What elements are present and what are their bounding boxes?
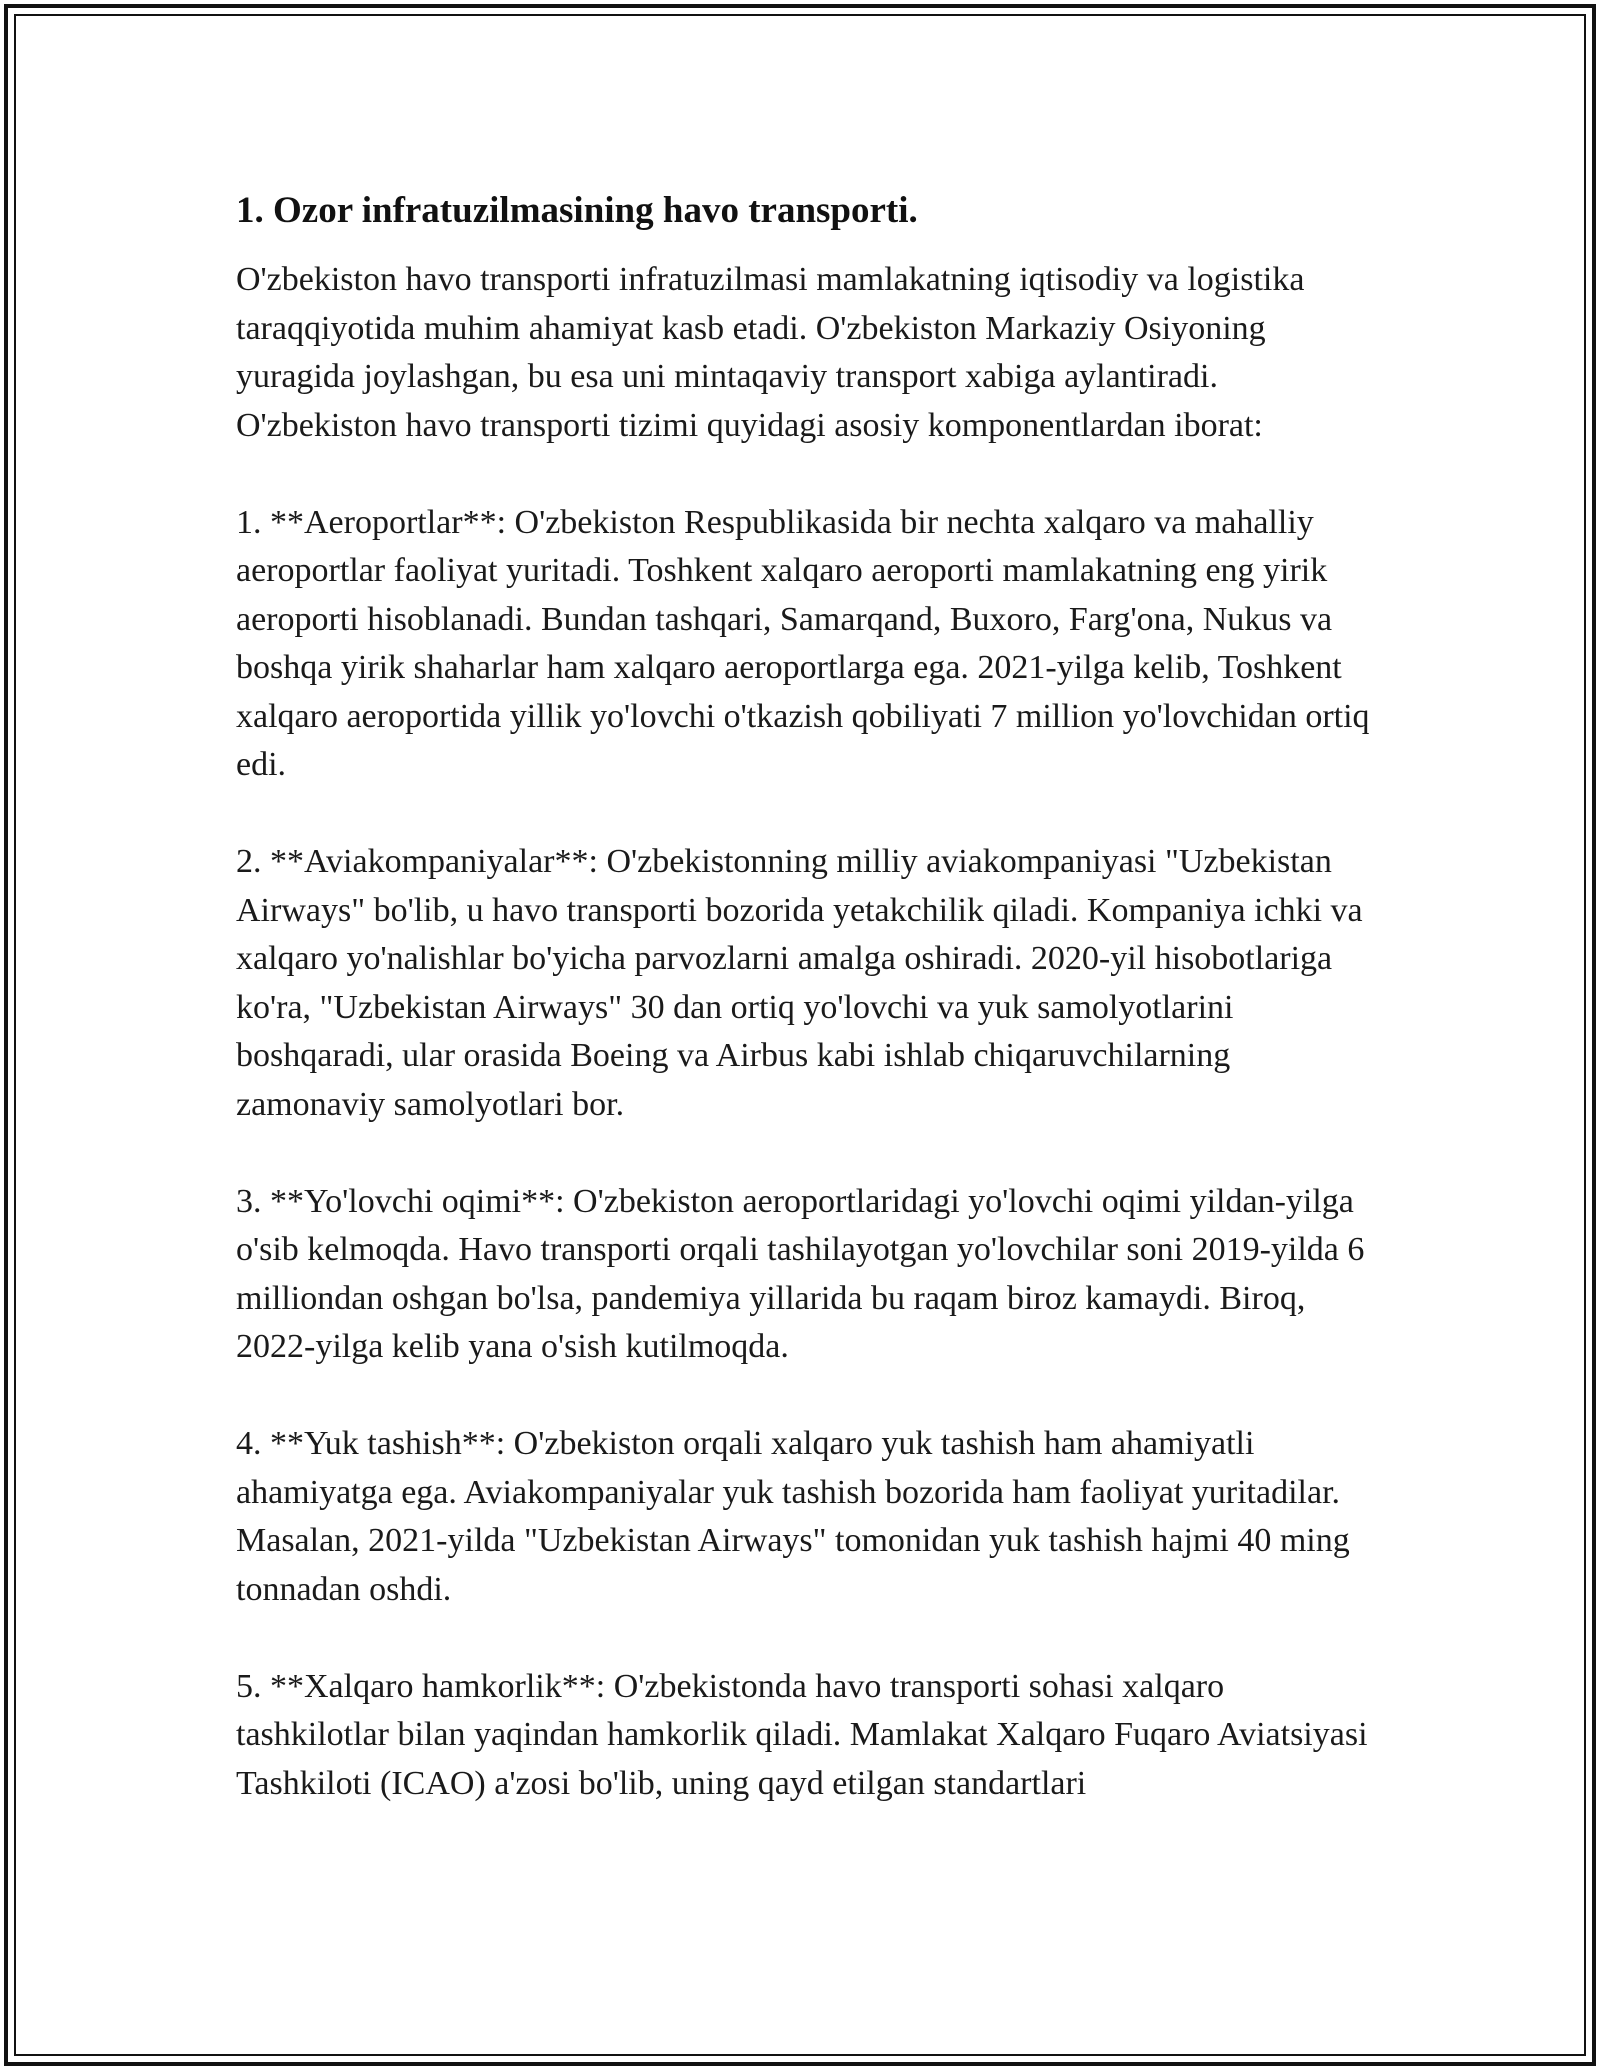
- section-heading: 1. Ozor infratuzilmasining havo transporti.: [236, 190, 918, 231]
- paragraph-international-cooperation: 5. **Xalqaro hamkorlik**: O'zbekistonda havo transporti sohasi xalqaro tashkilotlar bilan yaqindan hamkorlik qiladi. Mamlakat Xalqaro Fuqaro Aviatsiyasi Tashkiloti (ICAO) a'zosi bo'lib, uning qayd etilgan standartlari: [236, 1667, 1368, 1802]
- paragraph-airlines: 2. **Aviakompaniyalar**: O'zbekistonning milliy aviakompaniyasi "Uzbekistan Airways" bo'lib, u havo transporti bozorida yetakchilik qiladi. Kompaniya ichki va xalqaro yo'nalishlar bo'yicha parvozlarni amalga oshiradi. 2020-yil hisobotlariga ko'ra, "Uzbekistan Airways" 30 dan ortiq yo'lovchi va yuk samolyotlarini boshqaradi, ular orasida Boeing va Airbus kabi ishlab chiqaruvchilarning zamonaviy samolyotlari bor.: [236, 843, 1363, 1123]
- paragraph-passenger-flow: 3. **Yo'lovchi oqimi**: O'zbekiston aeroportlaridagi yo'lovchi oqimi yildan-yilga o'sib kelmoqda. Havo transporti orqali tashilayotgan yo'lovchilar soni 2019-yilda 6 milliondan oshgan bo'lsa, pandemiya yillarida bu raqam biroz kamaydi. Biroq, 2022-yilga kelib yana o'sish kutilmoqda.: [236, 1182, 1365, 1365]
- paragraph-airports: 1. **Aeroportlar**: O'zbekiston Respublikasida bir nechta xalqaro va mahalliy aeroportlar faoliyat yuritadi. Toshkent xalqaro aeroporti mamlakatning eng yirik aeroporti hisoblanadi. Bundan tashqari, Samarqand, Buxoro, Farg'ona, Nukus va boshqa yirik shaharlar ham xalqaro aeroportlarga ega. 2021-yilga kelib, Toshkent xalqaro aeroportida yillik yo'lovchi o'tkazish qobiliyati 7 million yo'lovchidan ortiq edi.: [236, 503, 1370, 783]
- document-body: [236, 186, 1376, 1808]
- paragraph-cargo: 4. **Yuk tashish**: O'zbekiston orqali xalqaro yuk tashish ham ahamiyatli ahamiyatga ega. Aviakompaniyalar yuk tashish bozorida ham faoliyat yuritadilar. Masalan, 2021-yilda "Uzbekistan Airways" tomonidan yuk tashish hajmi 40 ming tonnadan oshdi.: [236, 1425, 1350, 1608]
- intro-paragraph: O'zbekiston havo transporti infratuzilmasi mamlakatning iqtisodiy va logistika taraqqiyotida muhim ahamiyat kasb etadi. O'zbekiston Markaziy Osiyoning yuragida joylashgan, bu esa uni mintaqaviy transport xabiga aylantiradi. O'zbekiston havo transporti tizimi quyidagi asosiy komponentlardan iborat:: [236, 261, 1305, 444]
